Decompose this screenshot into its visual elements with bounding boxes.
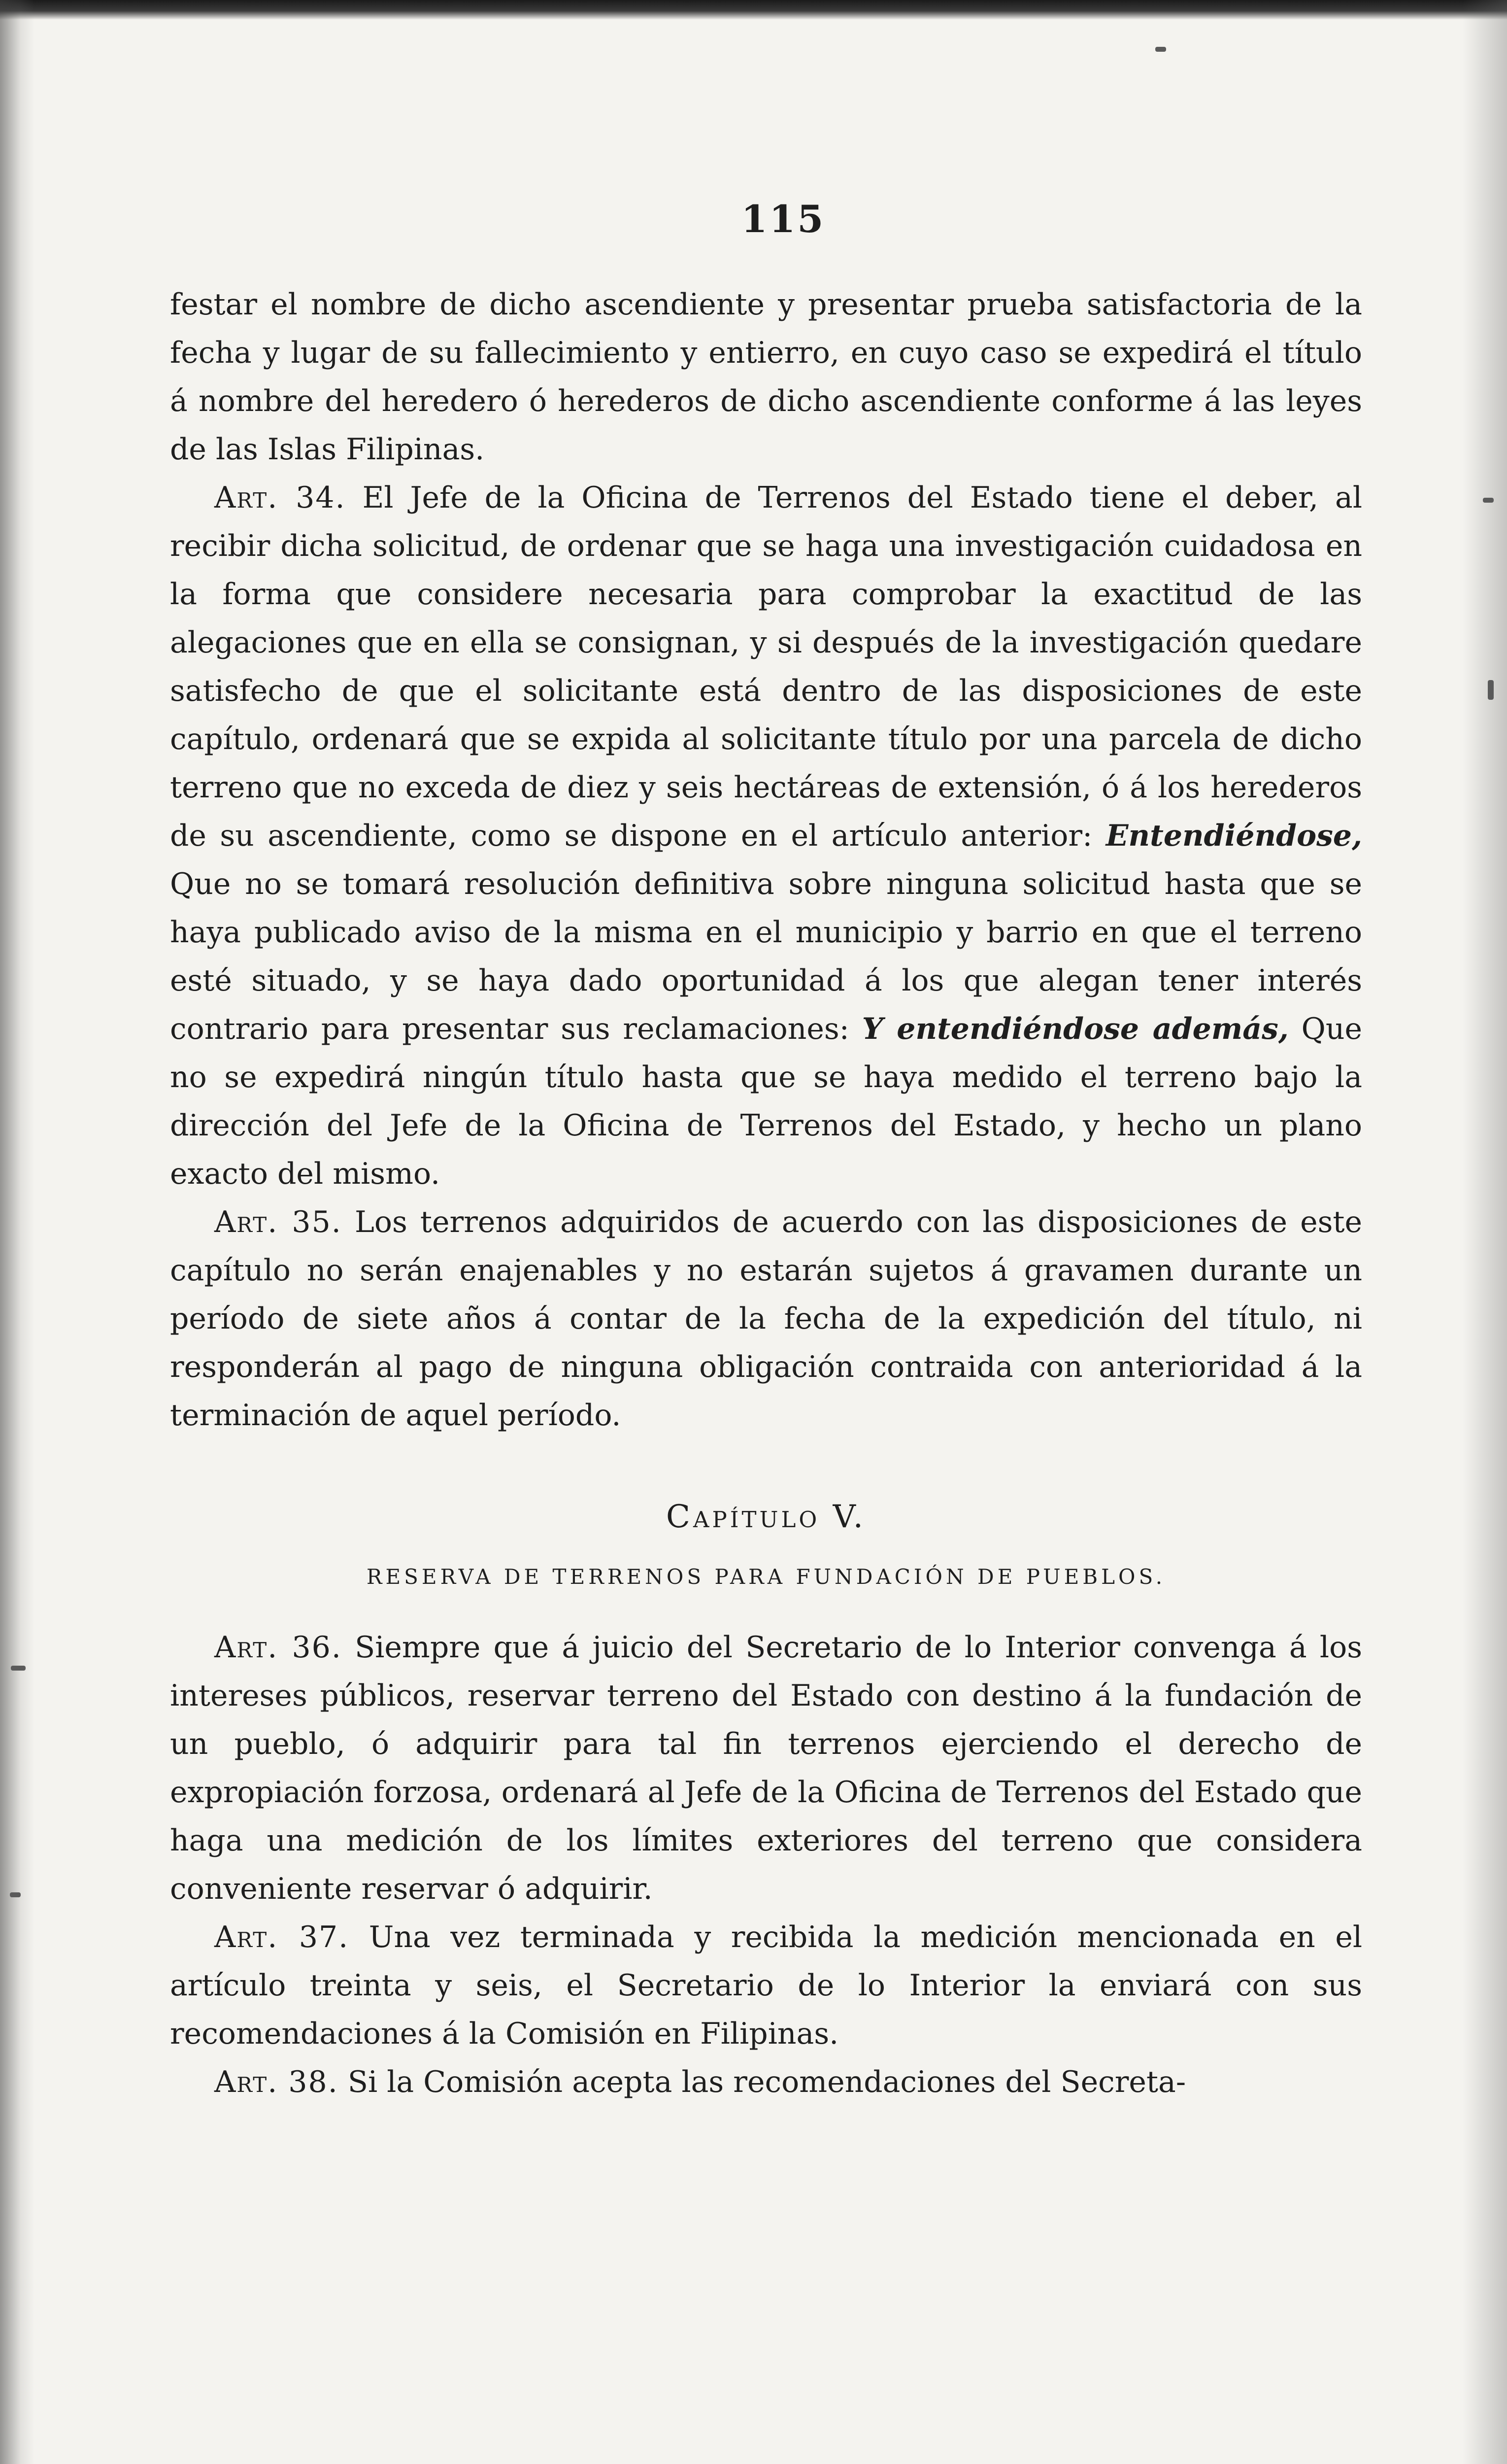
paragraph-art-38 bbox=[170, 2058, 1362, 2106]
scan-speck bbox=[11, 1666, 26, 1671]
paragraph-art-37 bbox=[170, 1913, 1362, 2058]
article-number: Art. 34. bbox=[214, 480, 346, 515]
articles-chapter-iv bbox=[170, 280, 1362, 1439]
page-number: 115 bbox=[741, 197, 826, 241]
body-text: Siempre que á juicio del Secretario de lo Interior convenga á los intereses públicos, reservar terreno del Estado con destino á la fundación de un pueblo, ó adquirir para tal fin terrenos ejerciendo el derecho de expropiación forzosa, ordenará al Jefe de la Oficina de Terrenos del Estado que haga una medición de los límites exteriores del terreno que considera conveniente reservar ó adquirir. bbox=[170, 1630, 1362, 1906]
scan-speck bbox=[10, 1892, 21, 1897]
body-text: Que no se expedirá ningún título hasta que se haya medido el terreno bajo la dirección del Jefe de la Oficina de Terrenos del Estado, y hecho un plano exacto del mismo. bbox=[170, 1012, 1362, 1191]
scan-speck bbox=[1483, 498, 1494, 503]
article-number: Art. 36. bbox=[214, 1630, 342, 1665]
chapter-title: Capítulo V. bbox=[666, 1499, 866, 1535]
paragraph-art-34 bbox=[170, 474, 1362, 1198]
scan-top-shadow bbox=[0, 0, 1507, 20]
emphasis-text: Entendiéndose, bbox=[1105, 819, 1362, 853]
article-number: Art. 37. bbox=[214, 1920, 349, 1954]
body-text: Una vez terminada y recibida la medición mencionada en el artículo treinta y seis, el Secretario de lo Interior la enviará con sus recomendaciones á la Comisión en Filipinas. bbox=[170, 1920, 1363, 2051]
paragraph-p-intro bbox=[170, 280, 1362, 474]
article-number: Art. 35. bbox=[214, 1205, 342, 1239]
scan-speck bbox=[1488, 680, 1494, 700]
scan-speck bbox=[1155, 47, 1166, 52]
emphasis-text: Y entendiéndose además, bbox=[862, 1012, 1289, 1046]
article-number: Art. 38. bbox=[214, 2065, 338, 2099]
body-text: Si la Comisión acepta las recomendaciones del Secreta- bbox=[347, 2065, 1186, 2099]
paragraph-art-36 bbox=[170, 1623, 1362, 1913]
chapter-subtitle: RESERVA DE TERRENOS PARA FUNDACIÓN DE PUEBLOS. bbox=[366, 1565, 1166, 1589]
articles-chapter-v bbox=[170, 1623, 1362, 2106]
scan-right-shadow bbox=[1463, 0, 1507, 2464]
book-page bbox=[170, 197, 1362, 2106]
paragraph-art-35 bbox=[170, 1198, 1362, 1439]
body-text: festar el nombre de dicho ascendiente y presentar prueba satisfactoria de la fecha y lugar de su fallecimiento y entierro, en cuyo caso se expedirá el título á nombre del heredero ó herederos de dicho ascendiente conforme á las leyes de las Islas Filipinas. bbox=[170, 287, 1362, 467]
body-text: Los terrenos adquiridos de acuerdo con las disposiciones de este capítulo no serán enajenables y no estarán sujetos á gravamen durante un período de siete años á contar de la fecha de la expedición del título, ni responderán al pago de ninguna obligación contraida con anterioridad á la terminación de aquel período. bbox=[170, 1205, 1362, 1433]
body-text: Que no se tomará resolución definitiva sobre ninguna solicitud hasta que se haya publicado aviso de la misma en el municipio y barrio en que el terreno esté situado, y se haya dado oportunidad á los que alegan tener interés contrario para presentar sus reclamaciones: bbox=[170, 867, 1362, 1046]
body-text: El Jefe de la Oficina de Terrenos del Estado tiene el deber, al recibir dicha solicitud, de ordenar que se haga una investigación cuidadosa en la forma que considere necesaria para comprobar la exactitud de las alegaciones que en ella se consignan, y si después de la investigación quedare satisfecho de que el solicitante está dentro de las disposiciones de este capítulo, ordenará que se expida al solicitante título por una parcela de dicho terreno que no exceda de diez y seis hectáreas de extensión, ó á los herederos de su ascendiente, como se dispone en el artículo anterior: bbox=[170, 480, 1363, 853]
scan-left-shadow bbox=[0, 0, 34, 2464]
